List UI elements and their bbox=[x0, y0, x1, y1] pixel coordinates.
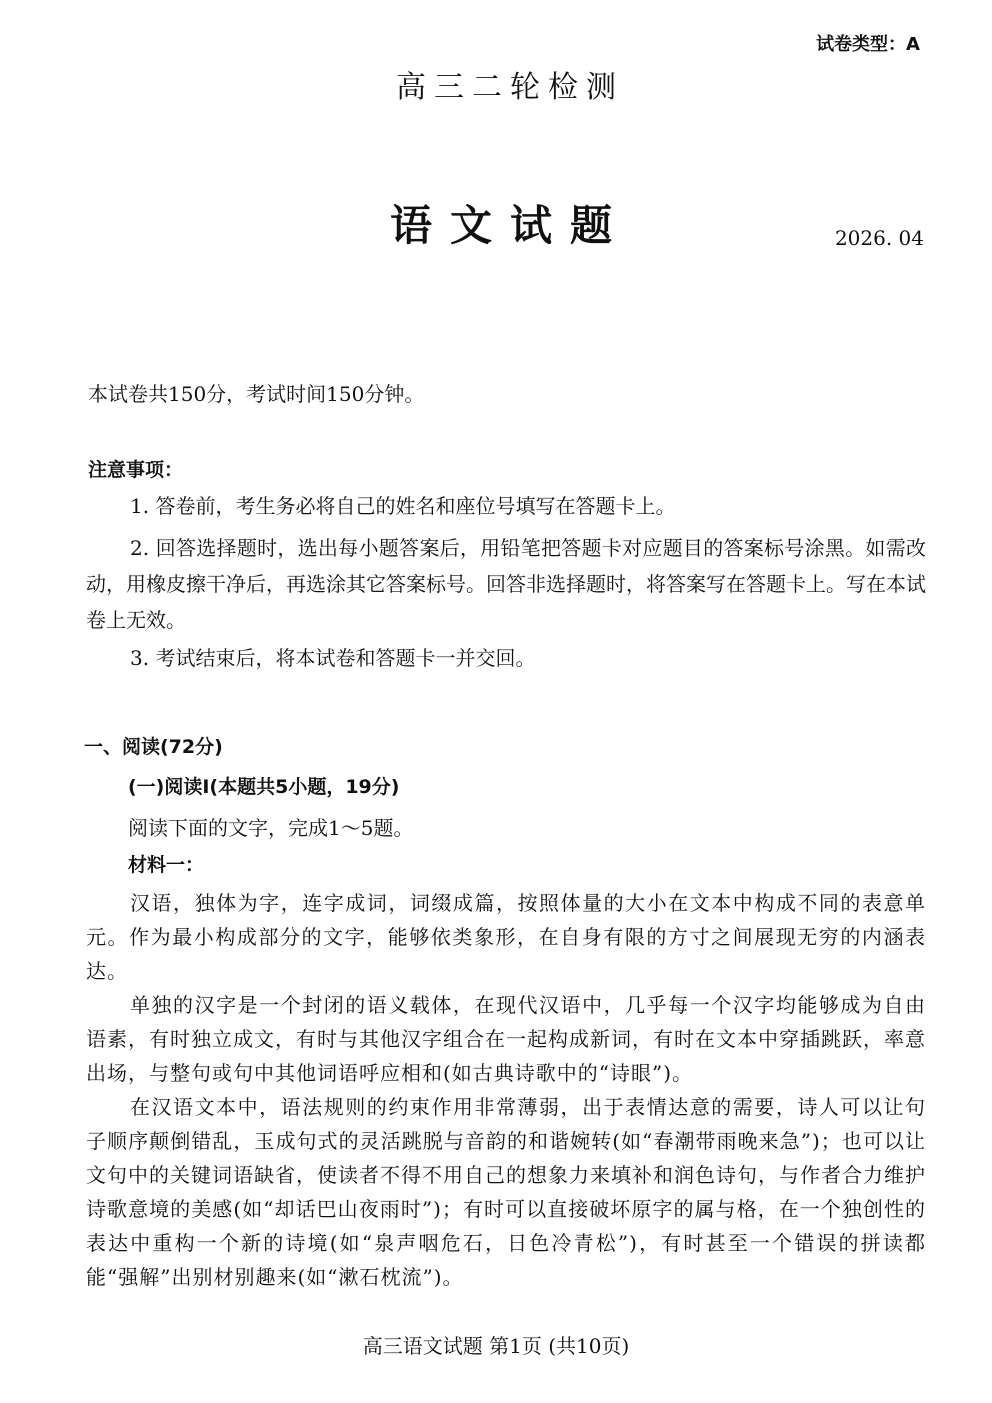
material-paragraph: 在汉语文本中，语法规则的约束作用非常薄弱，出于表情达意的需要，诗人可以让句子顺序颠倒错乱，玉成句式的灵活跳脱与音韵的和谐婉转(如“春潮带雨晚来急”)；也可以让文句中的关键词语缺省，使读者不得不用自己的想象力来填补和润色诗句，与作者合力维护诗歌意境的美感(如“却话巴山夜雨时”)；有时可以直接破坏原字的属与格，在一个独创性的表达中重构一个新的诗境(如“泉声咽危石，日色冷青松”)，有时甚至一个错误的拼读都能“强解”出别材别趣来(如“漱石枕流”)。 bbox=[86, 1095, 926, 1289]
exam-title: 语文试题 bbox=[389, 201, 630, 250]
section-heading: 一、阅读(72分) bbox=[84, 736, 223, 758]
page-footer: 高三语文试题 第1页 (共10页) bbox=[362, 1334, 630, 1358]
notice-item: 2. 回答选择题时，选出每小题答案后，用铅笔把答题卡对应题目的答案标号涂黑。如需改动，用橡皮擦干净后，再选涂其它答案标号。回答非选择题时，将答案写在答题卡上。写在本试卷上无效。 bbox=[86, 536, 926, 632]
reading-instruction: 阅读下面的文字，完成1～5题。 bbox=[128, 816, 414, 840]
paper-type-label: 试卷类型：A bbox=[816, 34, 920, 55]
exam-subtitle: 高三二轮检测 bbox=[396, 70, 624, 105]
exam-date: 2026. 04 bbox=[834, 226, 924, 250]
material-label: 材料一： bbox=[128, 854, 205, 876]
notice-item: 3. 考试结束后，将本试卷和答题卡一并交回。 bbox=[130, 646, 536, 670]
material-paragraph: 单独的汉字是一个封闭的语义载体，在现代汉语中，几乎每一个汉字均能够成为自由语素，有时独立成文，有时与其他汉字组合在一起构成新词，有时在文本中穿插跳跃，率意出场，与整句或句中其他词语呼应相和(如古典诗歌中的“诗眼”)。 bbox=[86, 993, 926, 1085]
material-paragraph: 汉语，独体为字，连字成词，词缀成篇，按照体量的大小在文本中构成不同的表意单元。作为最小构成部分的文字，能够依类象形，在自身有限的方寸之间展现无穷的内涵表达。 bbox=[86, 891, 926, 983]
exam-intro: 本试卷共150分，考试时间150分钟。 bbox=[88, 382, 425, 406]
notice-item: 1. 答卷前，考生务必将自己的姓名和座位号填写在答题卡上。 bbox=[130, 494, 676, 518]
notice-heading: 注意事项： bbox=[88, 459, 184, 481]
subsection-heading: (一)阅读Ⅰ(本题共5小题，19分) bbox=[128, 776, 400, 798]
